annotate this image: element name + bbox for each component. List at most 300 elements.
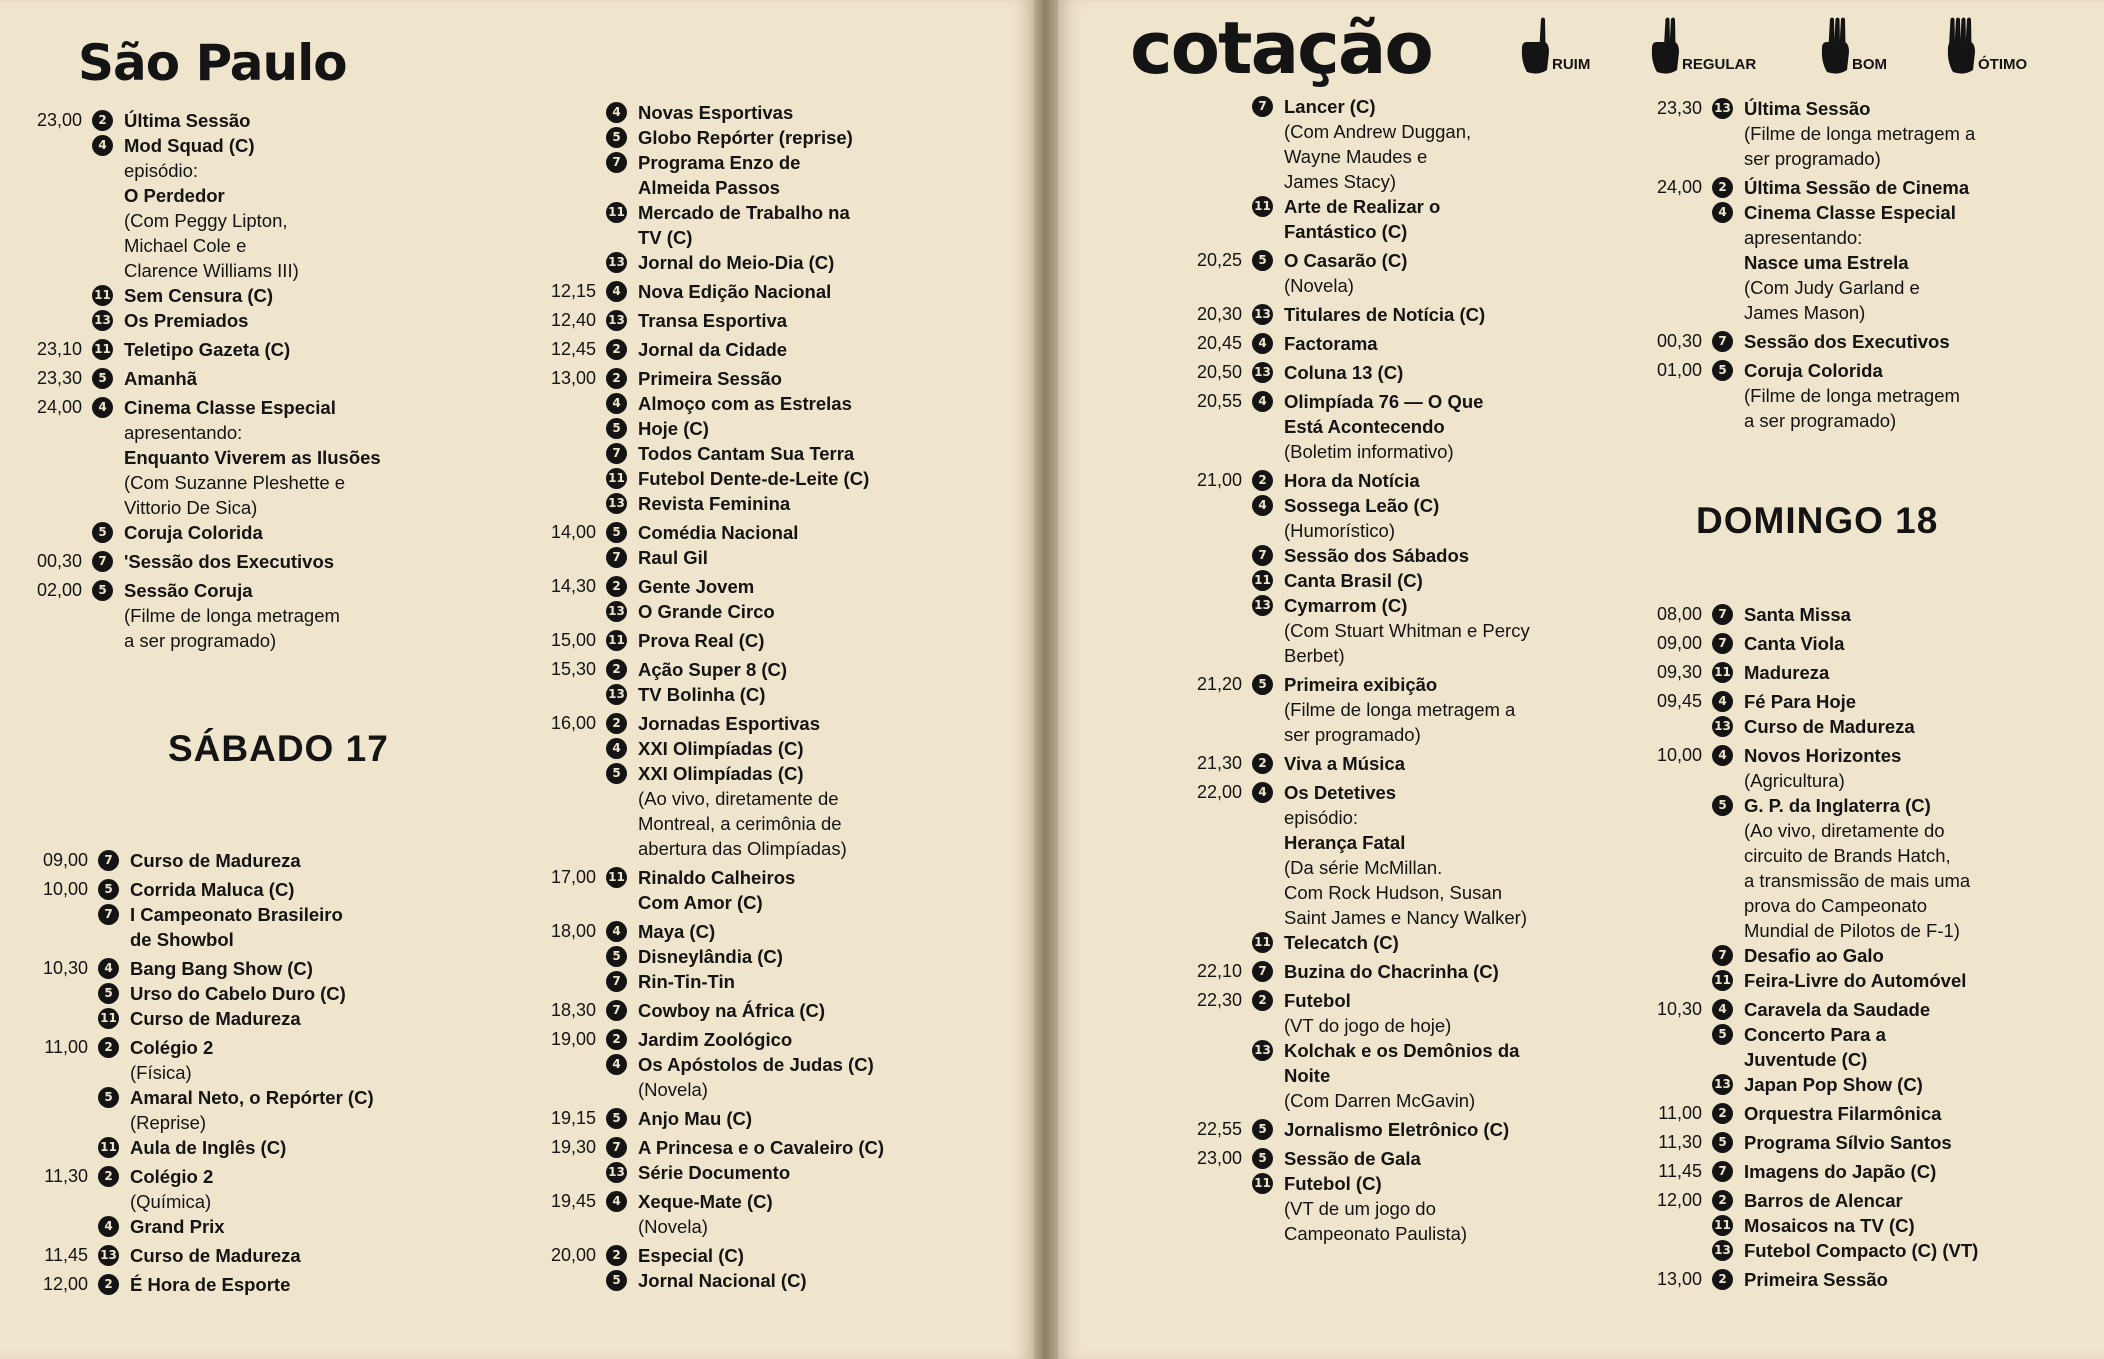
program-entry [606,1106,1034,1131]
program-detail: Vittorio De Sica) [124,497,258,518]
channel-badge: 7 [606,152,627,173]
channel-badge: 13 [606,252,627,273]
channel-badge: 7 [606,443,627,464]
channel-badge: 4 [606,738,627,759]
slot-entries [92,578,540,653]
channel-badge: 5 [1252,250,1273,271]
slot-entries [1712,1159,2104,1184]
slot-entries [606,337,1034,362]
time-label: 20,50 [1196,362,1242,382]
program-entry [98,1214,546,1239]
program-title: Nova Edição Nacional [638,281,832,302]
channel-badge: 5 [606,127,627,148]
channel-badge: 4 [606,102,627,123]
time-label: 22,55 [1196,1119,1242,1139]
program-entry [606,736,1034,761]
schedule-column [6,848,546,1297]
program-entry [1712,175,2104,200]
time-slot [0,108,540,333]
time-label: 23,00 [1196,1148,1242,1168]
schedule-column [0,108,540,653]
time-label: 21,20 [1196,674,1242,694]
program-title: Anjo Mau (C) [638,1108,753,1129]
channel-badge: 7 [1252,545,1273,566]
channel-badge: 5 [1712,360,1733,381]
day-heading-domingo: DOMINGO 18 [1696,500,1939,541]
program-subtitle: de Showbol [130,929,234,950]
channel-badge: 2 [606,576,627,597]
program-entry [1252,302,1680,327]
program-entry [606,761,1034,861]
program-entry [606,1243,1034,1268]
program-detail: ser programado) [1284,724,1421,745]
program-detail: (Com Andrew Duggan, [1284,121,1472,142]
program-title: I Campeonato Brasileiro [130,904,343,925]
channel-badge: 2 [98,1037,119,1058]
program-title: Rinaldo Calheiros [638,867,796,888]
channel-badge: 2 [1712,177,1733,198]
program-title: O Casarão (C) [1284,250,1408,271]
program-entry [1712,358,2104,433]
program-entry [606,574,1034,599]
time-slot [1160,780,1680,955]
channel-badge: 4 [1252,333,1273,354]
time-label: 02,00 [36,580,82,600]
time-slot [1160,1117,1680,1142]
channel-badge: 13 [606,310,627,331]
program-title: Os Detetives [1284,782,1397,803]
time-slot [6,1272,546,1297]
channel-badge: 2 [606,659,627,680]
time-slot [1620,1159,2104,1184]
program-detail: apresentando: [124,422,243,443]
slot-entries [1712,329,2104,354]
program-entry [1712,1159,2104,1184]
program-title: Canta Viola [1744,633,1845,654]
program-title: Mercado de Trabalho na [638,202,850,223]
program-entry [606,711,1034,736]
hand-icon [1648,14,1682,76]
program-entry [606,100,1034,125]
program-detail: (Química) [130,1191,212,1212]
slot-entries [1712,689,2104,739]
time-label: 14,30 [550,576,596,596]
slot-entries [92,337,540,362]
program-subtitle: Está Acontecendo [1284,416,1445,437]
right-page [1058,0,2104,1359]
program-title: Coruja Colorida [1744,360,1883,381]
program-entry [1252,568,1680,593]
time-slot [0,395,540,545]
hand-icon [1818,14,1852,76]
time-label: 23,00 [36,110,82,130]
time-slot [1160,1146,1680,1246]
program-detail: (Da série McMillan. [1284,857,1443,878]
time-slot [6,956,546,1031]
program-entry [92,578,540,653]
program-entry [1712,1213,2104,1238]
program-title: Mod Squad (C) [124,135,255,156]
program-entry [92,366,540,391]
time-label: 09,45 [1656,691,1702,711]
time-label: 09,30 [1656,662,1702,682]
time-slot [1620,1267,2104,1292]
channel-badge: 2 [606,713,627,734]
channel-badge: 5 [1252,1148,1273,1169]
program-title: Bang Bang Show (C) [130,958,313,979]
time-slot [1620,1130,2104,1155]
program-entry [92,283,540,308]
slot-entries [98,1164,546,1239]
program-entry [606,998,1034,1023]
program-entry [1252,360,1680,385]
channel-badge: 5 [1252,674,1273,695]
time-label: 20,25 [1196,250,1242,270]
time-slot [0,366,540,391]
program-title: Colégio 2 [130,1166,214,1187]
program-entry [1252,930,1680,955]
channel-badge: 13 [1252,304,1273,325]
slot-entries [606,1027,1034,1102]
time-slot [6,848,546,873]
program-detail: (VT do jogo de hoje) [1284,1015,1452,1036]
program-detail: (Reprise) [130,1112,207,1133]
channel-badge: 4 [92,397,113,418]
time-slot [0,549,540,574]
program-title: Olimpíada 76 — O Que [1284,391,1484,412]
channel-badge: 2 [98,1274,119,1295]
program-title: Cinema Classe Especial [1744,202,1956,223]
program-entry [1712,743,2104,793]
slot-entries [1252,751,1680,776]
program-entry [1712,96,2104,171]
channel-badge: 11 [98,1008,119,1029]
program-entry [98,1272,546,1297]
channel-badge: 7 [1252,96,1273,117]
program-title: Futebol Compacto (C) (VT) [1744,1240,1979,1261]
time-slot [1620,997,2104,1097]
channel-badge: 13 [1252,1040,1273,1061]
program-detail: (Com Suzanne Pleshette e [124,472,346,493]
schedule-column [1620,602,2104,1292]
time-slot [6,1243,546,1268]
channel-badge: 11 [1712,1215,1733,1236]
time-slot [514,1135,1034,1185]
program-detail: (Filme de longa metragem [124,605,340,626]
channel-badge: 5 [606,946,627,967]
program-entry [1712,1101,2104,1126]
time-label: 11,30 [1658,1132,1702,1152]
program-entry [1252,389,1680,464]
slot-entries [606,998,1034,1023]
program-entry [606,1135,1034,1160]
channel-badge: 4 [1252,495,1273,516]
program-detail: (Filme de longa metragem a [1284,699,1516,720]
channel-badge: 11 [606,630,627,651]
program-entry [98,1035,546,1085]
program-title: Mosaicos na TV (C) [1744,1215,1915,1236]
program-entry [606,125,1034,150]
program-title: Xeque-Mate (C) [638,1191,773,1212]
program-title: Cinema Classe Especial [124,397,336,418]
time-label: 01,00 [1656,360,1702,380]
channel-badge: 5 [606,1108,627,1129]
program-title: Curso de Madureza [130,1245,301,1266]
hand-icon [1518,14,1552,76]
program-title: Sessão dos Sábados [1284,545,1470,566]
time-label: 11,30 [44,1166,88,1186]
program-title: Corrida Maluca (C) [130,879,295,900]
channel-badge: 4 [98,1216,119,1237]
program-entry [606,366,1034,391]
channel-badge: 2 [1712,1269,1733,1290]
program-detail: a transmissão de mais uma [1744,870,1971,891]
program-title: Os Apóstolos de Judas (C) [638,1054,874,1075]
program-entry [1712,943,2104,968]
slot-entries [606,865,1034,915]
program-entry [606,545,1034,570]
time-slot [1620,743,2104,993]
channel-badge: 13 [606,493,627,514]
time-label: 23,30 [1656,98,1702,118]
program-detail: (Filme de longa metragem [1744,385,1960,406]
time-label: 20,45 [1196,333,1242,353]
program-detail: a ser programado) [124,630,277,651]
program-title: Globo Repórter (reprise) [638,127,853,148]
program-entry [92,395,540,520]
program-title: Curso de Madureza [130,1008,301,1029]
program-title: Kolchak e os Demônios da [1284,1040,1520,1061]
channel-badge: 4 [1252,391,1273,412]
time-label: 21,30 [1196,753,1242,773]
slot-entries [1712,358,2104,433]
program-entry [98,1135,546,1160]
slot-entries [1252,780,1680,955]
time-slot [514,308,1034,333]
day-heading-sabado: SÁBADO 17 [168,728,389,769]
program-title: Fé Para Hoje [1744,691,1857,712]
slot-entries [98,848,546,873]
time-label: 23,30 [36,368,82,388]
rating-label: RUIM [1552,56,1591,73]
program-entry [98,1006,546,1031]
program-entry [606,599,1034,624]
program-detail: (Novela) [638,1216,708,1237]
program-entry [92,308,540,333]
time-slot [514,279,1034,304]
time-label: 00,30 [1656,331,1702,351]
slot-entries [92,108,540,333]
rating-label: REGULAR [1682,56,1757,73]
program-detail: Campeonato Paulista) [1284,1223,1468,1244]
slot-entries [1712,1188,2104,1263]
program-detail: (Com Judy Garland e [1744,277,1920,298]
time-label: 13,00 [550,368,596,388]
program-detail: (Boletim informativo) [1284,441,1454,462]
time-label: 24,00 [36,397,82,417]
channel-badge: 5 [606,1270,627,1291]
time-label: 10,30 [42,958,88,978]
program-title: Série Documento [638,1162,791,1183]
time-slot [1160,468,1680,668]
program-title: Maya (C) [638,921,716,942]
channel-badge: 4 [606,393,627,414]
time-label: 11,00 [1658,1103,1702,1123]
program-entry [606,1052,1034,1102]
time-label: 09,00 [1656,633,1702,653]
program-entry [98,1164,546,1214]
program-title: Programa Sílvio Santos [1744,1132,1952,1153]
slot-entries [1252,468,1680,668]
program-title: Cowboy na África (C) [638,1000,826,1021]
program-entry [606,520,1034,545]
channel-badge: 11 [606,202,627,223]
program-subtitle: Herança Fatal [1284,832,1406,853]
channel-badge: 4 [606,921,627,942]
channel-badge: 11 [98,1137,119,1158]
program-entry [1712,1238,2104,1263]
program-title: Titulares de Notícia (C) [1284,304,1486,325]
slot-entries [606,308,1034,333]
slot-entries [1252,389,1680,464]
program-detail: Wayne Maudes e [1284,146,1428,167]
channel-badge: 2 [1712,1103,1733,1124]
slot-entries [92,549,540,574]
time-slot [1620,175,2104,325]
program-entry [606,919,1034,944]
time-slot [514,657,1034,707]
channel-badge: 2 [606,339,627,360]
time-slot [514,1027,1034,1102]
cotacao-logo: cotação [1130,6,1432,90]
program-title: Desafio ao Galo [1744,945,1884,966]
program-title: Barros de Alencar [1744,1190,1903,1211]
program-title: Santa Missa [1744,604,1851,625]
program-entry [1712,968,2104,993]
program-title: Curso de Madureza [1744,716,1915,737]
program-subtitle: Noite [1284,1065,1331,1086]
program-entry [1252,672,1680,747]
time-slot [1620,631,2104,656]
program-title: Lancer (C) [1284,96,1376,117]
program-title: Programa Enzo de [638,152,801,173]
program-detail: circuito de Brands Hatch, [1744,845,1951,866]
channel-badge: 4 [1712,745,1733,766]
program-title: Primeira Sessão [638,368,782,389]
program-title: Futebol (C) [1284,1173,1382,1194]
program-title: Sossega Leão (C) [1284,495,1440,516]
program-title: Jornal da Cidade [638,339,788,360]
program-title: Jornalismo Eletrônico (C) [1284,1119,1510,1140]
program-entry [1252,331,1680,356]
time-slot [1620,660,2104,685]
program-detail: Berbet) [1284,645,1345,666]
time-slot [1620,1188,2104,1263]
program-entry [606,1268,1034,1293]
program-entry [1252,468,1680,493]
channel-badge: 5 [98,1087,119,1108]
program-detail: apresentando: [1744,227,1863,248]
program-entry [1252,543,1680,568]
program-title: Jornal do Meio-Dia (C) [638,252,835,273]
program-entry [98,877,546,902]
program-entry [1252,1146,1680,1171]
slot-entries [606,657,1034,707]
channel-badge: 13 [1712,98,1733,119]
program-title: Jornal Nacional (C) [638,1270,807,1291]
time-slot [1160,248,1680,298]
program-entry [1252,593,1680,668]
program-title: Hora da Notícia [1284,470,1420,491]
slot-entries [1252,988,1680,1113]
slot-entries [98,877,546,952]
program-entry [1712,329,2104,354]
program-detail: (Ao vivo, diretamente do [1744,820,1945,841]
program-title: Sessão Coruja [124,580,253,601]
program-title: Orquestra Filarmônica [1744,1103,1942,1124]
slot-entries [606,1135,1034,1185]
program-entry [1252,1117,1680,1142]
program-title: Raul Gil [638,547,708,568]
time-slot [514,520,1034,570]
slot-entries [1712,997,2104,1097]
channel-badge: 5 [1252,1119,1273,1140]
program-entry [606,250,1034,275]
program-detail: (Filme de longa metragem a [1744,123,1976,144]
time-label: 23,10 [36,339,82,359]
program-detail: Clarence Williams III) [124,260,299,281]
channel-badge: 5 [606,522,627,543]
slot-entries [606,919,1034,994]
channel-badge: 5 [98,983,119,1004]
program-title: Futebol Dente-de-Leite (C) [638,468,870,489]
program-title: Revista Feminina [638,493,791,514]
slot-entries [98,1035,546,1160]
program-title: Almoço com as Estrelas [638,393,852,414]
time-label: 22,30 [1196,990,1242,1010]
channel-badge: 13 [606,684,627,705]
channel-badge: 2 [606,1029,627,1050]
channel-badge: 11 [1252,570,1273,591]
channel-badge: 11 [92,285,113,306]
channel-badge: 7 [92,551,113,572]
program-entry [98,981,546,1006]
time-label: 14,00 [550,522,596,542]
channel-badge: 4 [1252,782,1273,803]
slot-entries [98,956,546,1031]
slot-entries [1712,602,2104,627]
time-label: 15,00 [550,630,596,650]
channel-badge: 4 [1712,691,1733,712]
program-subtitle: TV (C) [638,227,693,248]
time-slot [1620,602,2104,627]
slot-entries [606,100,1034,275]
program-title: Transa Esportiva [638,310,788,331]
time-slot [514,1189,1034,1239]
channel-badge: 2 [1252,990,1273,1011]
program-title: Novas Esportivas [638,102,794,123]
time-label: 20,55 [1196,391,1242,411]
program-subtitle: Almeida Passos [638,177,780,198]
program-entry [98,956,546,981]
hand-icon [1944,14,1978,76]
slot-entries [1712,631,2104,656]
slot-entries [98,1272,546,1297]
program-title: Arte de Realizar o [1284,196,1441,217]
time-label: 15,30 [550,659,596,679]
program-entry [98,1085,546,1135]
slot-entries [1252,94,1680,244]
